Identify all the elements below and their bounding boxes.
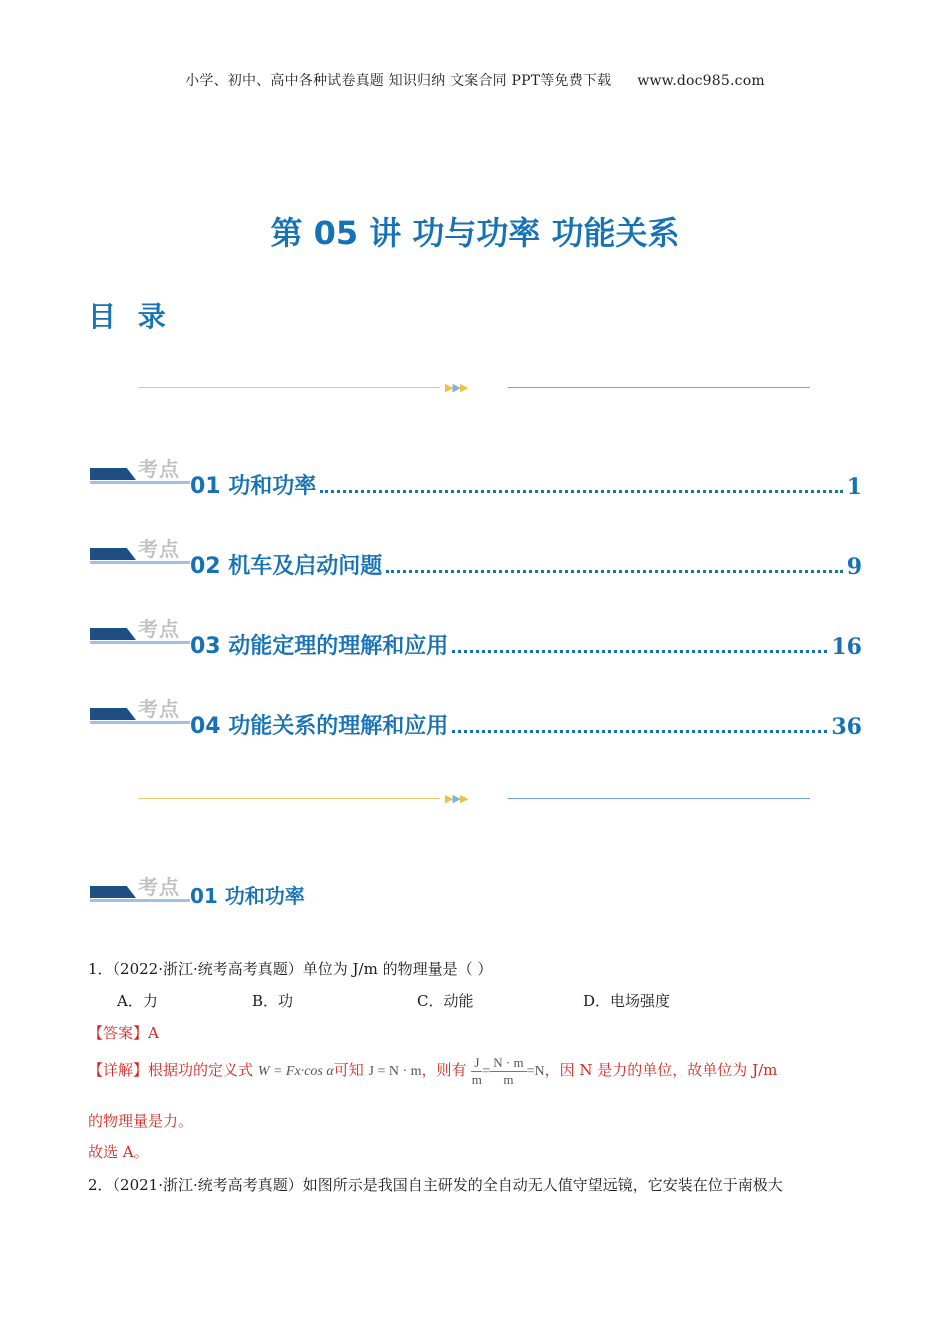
answer-value: A — [148, 1024, 159, 1042]
fraction-nm-m: $\frac{N \cdot m}{m}$ — [490, 1055, 526, 1088]
detail-line-2: 的物理量是力。 — [88, 1112, 194, 1130]
answer-tag: 【答案】 — [88, 1024, 149, 1042]
kaodian-badge: 考点 — [90, 874, 190, 902]
triple-arrow-icon: ▶▶▶ — [445, 381, 468, 394]
question-2 — [88, 1174, 783, 1195]
fraction-j-m: $\frac{J}{m}$ — [471, 1054, 482, 1087]
toc-item-page: 1 — [846, 474, 862, 500]
option-d: D．电场强度 — [583, 992, 671, 1010]
toc-item-1[interactable] — [190, 464, 862, 500]
formula-unit: J = N · m — [368, 1064, 422, 1079]
toc-leader-dots — [386, 570, 842, 573]
formula-work: W = Fx·cos α — [257, 1064, 334, 1079]
toc-heading: 目 录 — [88, 300, 172, 333]
toc-item-4[interactable] — [190, 704, 862, 740]
toc-item-3[interactable] — [190, 624, 862, 660]
question-1 — [88, 958, 492, 979]
page-header — [0, 70, 950, 90]
kaodian-badge: 考点 — [90, 456, 190, 484]
triple-arrow-icon: ▶▶▶ — [445, 792, 468, 805]
toc-item-page: 36 — [831, 714, 862, 740]
toc-item-label: 03 动能定理的理解和应用 — [190, 634, 449, 659]
toc-item-label: 01 功和功率 — [190, 474, 317, 499]
kaodian-badge: 考点 — [90, 616, 190, 644]
question-stem: 单位为 J/m 的物理量是（ ） — [302, 960, 493, 978]
toc-leader-dots — [320, 490, 842, 493]
question-source: （2021·浙江·统考高考真题） — [112, 1176, 303, 1194]
kaodian-badge: 考点 — [90, 696, 190, 724]
header-text: 小学、初中、高中各种试卷真题 知识归纳 文案合同 PPT等免费下载 — [185, 73, 612, 89]
toc-item-page: 16 — [831, 634, 862, 660]
question-stem: 如图所示是我国自主研发的全自动无人值守望远镜，它安装在位于南极大 — [302, 1176, 783, 1194]
detail-tag: 【详解】 — [88, 1061, 149, 1079]
toc-leader-dots — [452, 650, 827, 653]
option-a: A．力 — [117, 992, 158, 1010]
question-number: 1． — [88, 960, 113, 978]
toc-leader-dots — [452, 730, 827, 733]
page-title: 第 05 讲 功与功率 功能关系 — [270, 214, 680, 252]
toc-item-label: 04 功能关系的理解和应用 — [190, 714, 449, 739]
divider-bottom — [138, 793, 810, 805]
toc-item-page: 9 — [846, 554, 862, 580]
toc-item-label: 02 机车及启动问题 — [190, 554, 383, 579]
question-source: （2022·浙江·统考高考真题） — [112, 960, 303, 978]
conclusion-line: 故选 A。 — [88, 1143, 149, 1161]
question-number: 2． — [88, 1176, 113, 1194]
toc-item-2[interactable] — [190, 544, 862, 580]
detail-line: 【详解】根据功的定义式 W = Fx·cos α可知 J = N · m，则有 $\frac{J}{m}$ = $\frac{N \cdot m}{m}$ =N，因 N 是力的单位，故单位为 J/m — [88, 1054, 778, 1087]
section-title: 01 功和功率 — [190, 884, 305, 908]
divider-top — [138, 382, 810, 394]
header-site[interactable]: www.doc985.com — [637, 73, 765, 89]
kaodian-badge: 考点 — [90, 536, 190, 564]
option-b: B．功 — [252, 992, 294, 1010]
answer-line — [88, 1022, 159, 1043]
option-c: C．动能 — [417, 992, 474, 1010]
